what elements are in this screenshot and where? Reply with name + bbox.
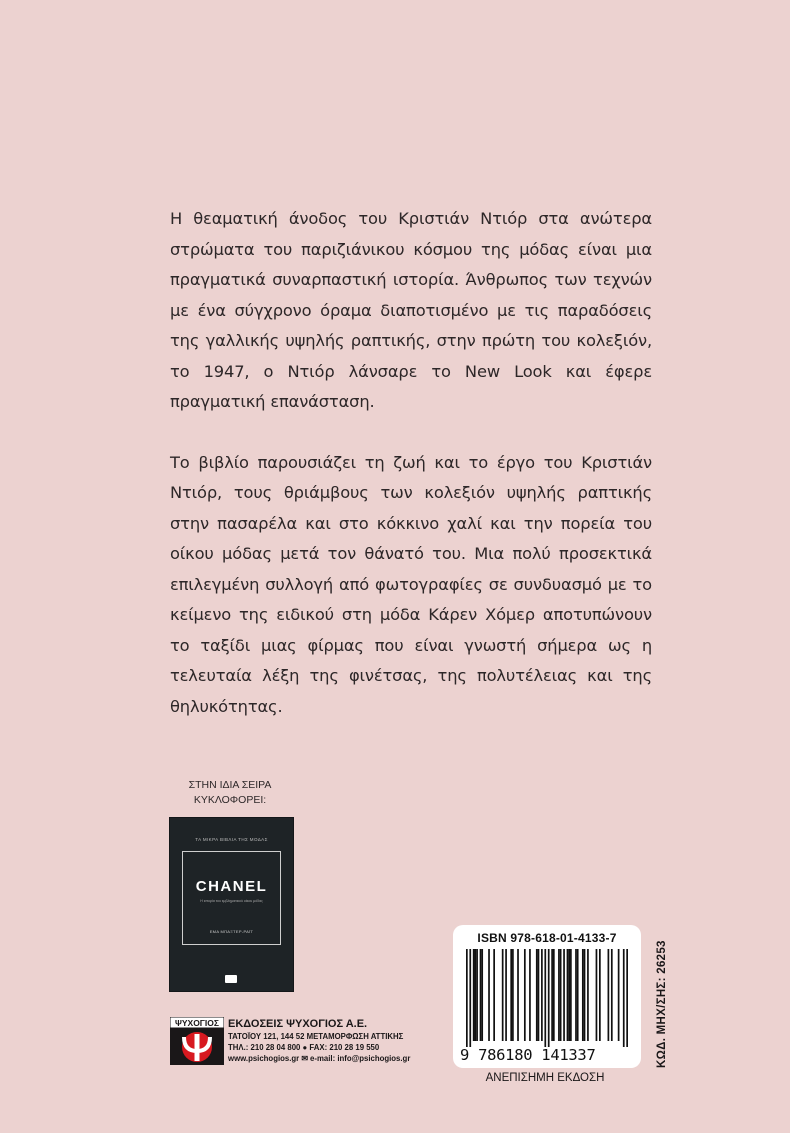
related-book-author: ΕΜΑ ΜΠΑΞΤΕΡ-ΡΑΪΤ: [209, 929, 254, 934]
related-book-series: ΤΑ ΜΙΚΡΑ ΒΙΒΛΙΑ ΤΗΣ ΜΟΔΑΣ: [195, 837, 268, 842]
edition-label: ΑΝΕΠΙΣΗΜΗ ΕΚΔΟΣΗ: [485, 1072, 605, 1084]
barcode-bar: [510, 949, 512, 1041]
series-label-line-2: ΚΥΚΛΟΦΟΡΕΙ:: [193, 794, 267, 806]
barcode-bar: [538, 949, 540, 1041]
barcode-bar: [575, 949, 577, 1041]
barcode-bar: [626, 949, 628, 1047]
series-label: [160, 778, 300, 808]
barcode-bar: [567, 949, 569, 1041]
barcode-bar: [582, 949, 584, 1041]
blurb-paragraph-2: Το βιβλίο παρουσιάζει τη ζωή και το έργο του Κριστιάν Ντιόρ, τους θριάμβους των κολεξιόν υψηλής ραπτικής στην πασαρέλα και στο κόκκινο χαλί και την πορεία του οίκου μόδας μετά τον θάνατό του. Μια πολύ προσεκτικά επιλεγμένη συλλογή από φωτογραφίες σε συνδυασμό με το κείμενο της ειδικού στη μόδα Κάρεν Χόμερ αποτυπώνουν το ταξίδι μιας φίρμας που είναι γνωστή σήμερα ως η τελευταία λέξη της φινέτσας, της πολυτέλειας και της θηλυκότητας.: [170, 452, 652, 716]
barcode-bar: [466, 949, 468, 1047]
barcode-bar: [584, 949, 586, 1041]
barcode-bar: [502, 949, 504, 1041]
barcode-bar: [608, 949, 610, 1041]
blurb-text: [170, 204, 652, 752]
publisher-phone: ΤΗΛ.: 210 28 04 800 ● FAX: 210 28 19 550: [228, 1043, 380, 1052]
barcode-bar: [469, 949, 471, 1047]
barcode-bar: [596, 949, 598, 1041]
product-code: ΚΩΔ. ΜΗΧ/ΣΗΣ: 26253: [656, 940, 668, 1068]
barcode: [466, 949, 628, 1047]
barcode-bar: [480, 949, 482, 1041]
barcode-bar: [551, 949, 553, 1041]
series-label-line-1: ΣΤΗΝ ΙΔΙΑ ΣΕΙΡΑ: [188, 779, 272, 791]
barcode-bar: [476, 949, 478, 1041]
barcode-bar: [618, 949, 620, 1041]
barcode-bar: [481, 949, 483, 1041]
barcode-bar: [560, 949, 562, 1041]
publisher-name: ΕΚΔΟΣΕΙΣ ΨΥΧΟΓΙΟΣ Α.Ε.: [228, 1018, 368, 1030]
barcode-bar: [599, 949, 601, 1041]
barcode-bar: [512, 949, 514, 1041]
barcode-bar: [475, 949, 477, 1041]
barcode-bar: [623, 949, 625, 1047]
blurb-paragraph-1: Η θεαματική άνοδος του Κριστιάν Ντιόρ στα ανώτερα στρώματα του παριζιάνικου κόσμου της μόδας είναι μια πραγματικά συναρπαστική ιστορία. Άνθρωπος των τεχνών με ένα σύγχρονο όραμα διαποτισμένο με τις παραδόσεις της γαλλικής υψηλής ραπτικής, στην πρώτη του κολεξιόν, το 1947, ο Ντιόρ λάνσαρε το New Look και έφερε πραγματική επανάσταση.: [170, 209, 652, 411]
publisher-info: [228, 1018, 443, 1064]
publisher-web: www.psichogios.gr ✉ e-mail: info@psichogios.gr: [228, 1054, 411, 1063]
publisher-logo: [170, 1017, 224, 1065]
barcode-bar: [611, 949, 613, 1041]
related-book-title: CHANEL: [195, 878, 268, 895]
related-book-publisher-logo: [225, 975, 237, 983]
barcode-panel: [453, 925, 641, 1068]
barcode-bar: [473, 949, 475, 1041]
barcode-bar: [529, 949, 531, 1041]
barcode-bar: [563, 949, 565, 1041]
barcode-bar: [568, 949, 570, 1041]
barcode-bar: [587, 949, 589, 1041]
barcode-bar: [488, 949, 490, 1041]
barcode-bar: [505, 949, 507, 1041]
related-book-subtitle: Η ιστορία του εμβληματικού οίκου μόδας: [200, 899, 263, 903]
publisher-logo-text: ΨΥΧΟΓΙΟΣ: [174, 1018, 220, 1028]
barcode-bar: [570, 949, 572, 1041]
barcode-digits: 9 786180 141337: [460, 1046, 596, 1064]
related-book-cover: [170, 818, 293, 991]
barcode-bar: [544, 949, 546, 1047]
barcode-bar: [541, 949, 543, 1041]
barcode-bar: [536, 949, 538, 1041]
barcode-bar: [577, 949, 579, 1041]
isbn-label: ISBN 978-618-01-4133-7: [477, 931, 617, 945]
barcode-bar: [517, 949, 519, 1041]
barcode-bar: [553, 949, 555, 1041]
barcode-bar: [548, 949, 550, 1047]
publisher-address: ΤΑΤΟΪΟΥ 121, 144 52 ΜΕΤΑΜΟΡΦΩΣΗ ΑΤΤΙΚΗΣ: [228, 1032, 404, 1041]
barcode-bar: [524, 949, 526, 1041]
barcode-bar: [493, 949, 495, 1041]
barcode-bar: [558, 949, 560, 1041]
